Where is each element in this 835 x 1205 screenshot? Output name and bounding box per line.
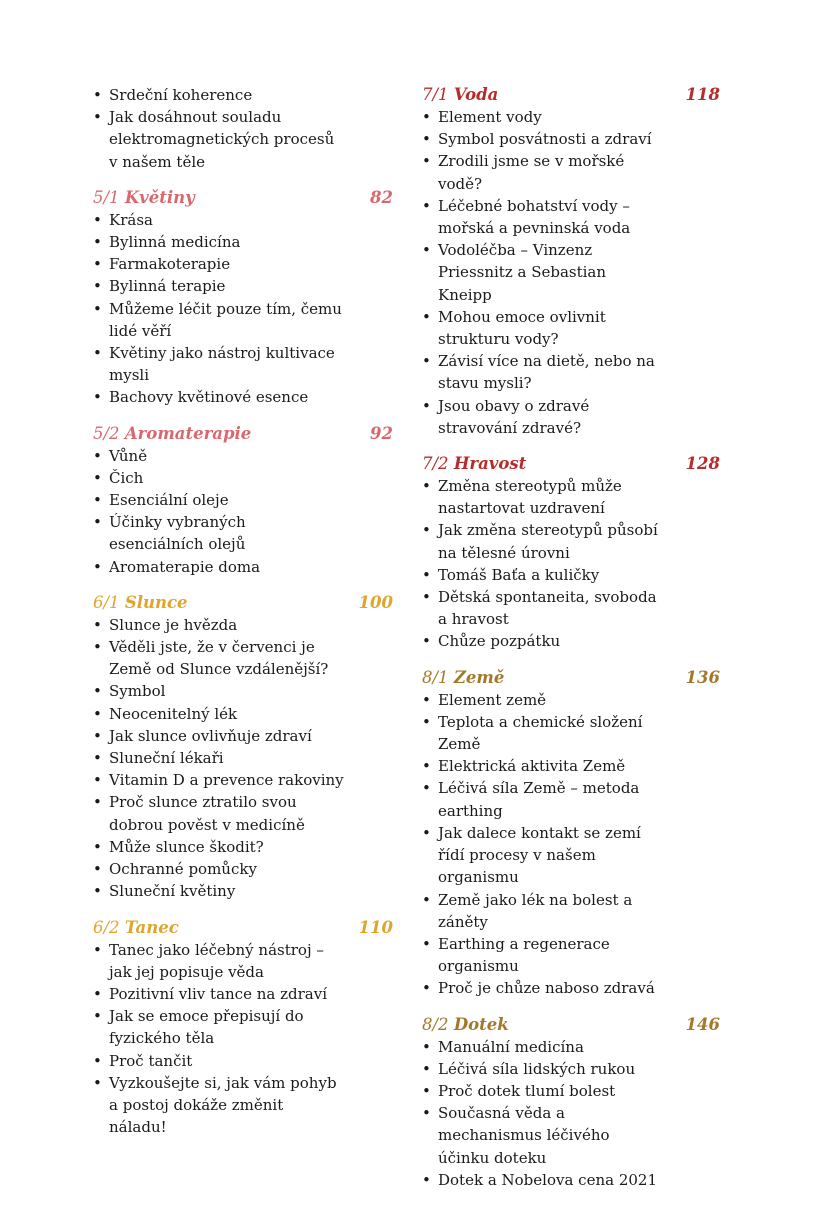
toc-section-5 <box>422 453 720 653</box>
list-item: • Proč tančit <box>93 1050 345 1072</box>
list-item: • Ochranné pomůcky <box>93 858 345 880</box>
list-item: • Sluneční květiny <box>93 880 345 902</box>
list-item: • Sluneční lékaři <box>93 747 345 769</box>
list-item: • Dětská spontaneita, svoboda a hravost <box>422 586 660 630</box>
list-item: • Bylinná medicína <box>93 231 345 253</box>
list-item: • Léčivá síla Země – metoda earthing <box>422 777 660 821</box>
list-item: • Srdeční koherence <box>93 84 393 106</box>
list-item: • Jak dalece kontakt se zemí řídí procesy v našem organismu <box>422 822 660 889</box>
list-item: • Dotek a Nobelova cena 2021 <box>422 1169 660 1191</box>
section-number: 8/2 <box>422 1014 449 1034</box>
list-item: • Krása <box>93 209 345 231</box>
list-item: • Vodoléčba – Vinzenz Priessnitz a Sebastian Kneipp <box>422 239 660 306</box>
list-item: • Můžeme léčit pouze tím, čemu lidé věří <box>93 298 345 342</box>
toc-section-7 <box>422 1014 720 1191</box>
topic-list <box>93 939 393 1139</box>
list-item: • Proč dotek tlumí bolest <box>422 1080 660 1102</box>
list-item: • Čich <box>93 467 345 489</box>
section-number: 7/2 <box>422 454 449 474</box>
list-item: • Bachovy květinové esence <box>93 386 345 408</box>
topic-list <box>422 106 720 439</box>
page-number: 146 <box>685 1014 720 1034</box>
section-name: Voda <box>453 85 499 104</box>
topic-list <box>422 475 720 653</box>
section-heading[interactable] <box>93 187 393 209</box>
section-number: 5/2 <box>93 423 120 443</box>
intro-list <box>93 84 393 173</box>
section-heading[interactable] <box>422 453 720 475</box>
list-item: • Vitamin D a prevence rakoviny <box>93 769 345 791</box>
section-name: Tanec <box>124 917 179 937</box>
list-item: • Aromaterapie doma <box>93 556 345 578</box>
section-number: 8/1 <box>422 667 449 687</box>
list-item: • Slunce je hvězda <box>93 614 345 636</box>
list-item: • Element země <box>422 689 660 711</box>
section-heading[interactable] <box>93 423 393 445</box>
toc-section-2 <box>93 592 393 903</box>
section-heading[interactable] <box>93 592 393 614</box>
list-item: • Proč je chůze naboso zdravá <box>422 977 660 999</box>
toc-section-4 <box>422 84 720 439</box>
list-item: • Jsou obavy o zdravé stravování zdravé? <box>422 395 660 439</box>
list-item: • Tanec jako léčebný nástroj – jak jej popisuje věda <box>93 939 345 983</box>
page-number: 136 <box>685 667 720 687</box>
section-name: Slunce <box>124 592 188 612</box>
topic-list <box>93 614 393 903</box>
list-item: • Jak slunce ovlivňuje zdraví <box>93 725 345 747</box>
list-item: • Současná věda a mechanismus léčivého účinku doteku <box>422 1102 660 1169</box>
page-number: 92 <box>370 423 393 443</box>
list-item: • Bylinná terapie <box>93 275 345 297</box>
section-heading[interactable] <box>422 1014 720 1036</box>
section-title <box>93 592 188 614</box>
list-item: • Manuální medicína <box>422 1036 660 1058</box>
topic-list <box>422 1036 720 1191</box>
section-title <box>93 187 195 209</box>
list-item: • Neocenitelný lék <box>93 703 345 725</box>
section-title <box>422 84 498 106</box>
section-name: Aromaterapie <box>124 423 252 443</box>
section-title <box>93 423 251 445</box>
page-number: 118 <box>685 85 720 104</box>
section-number: 7/1 <box>422 85 449 104</box>
list-item: • Mohou emoce ovlivnit strukturu vody? <box>422 306 660 350</box>
page-number: 82 <box>370 187 393 207</box>
section-heading[interactable] <box>422 84 720 106</box>
list-item: • Symbol posvátnosti a zdraví <box>422 128 660 150</box>
list-item: • Závisí více na dietě, nebo na stavu mysli? <box>422 350 660 394</box>
list-item: • Zrodili jsme se v mořské vodě? <box>422 150 660 194</box>
section-name: Květiny <box>124 187 195 207</box>
section-title <box>93 917 179 939</box>
list-item: • Esenciální oleje <box>93 489 345 511</box>
list-item: • Jak se emoce přepisují do fyzického těla <box>93 1005 345 1049</box>
section-title <box>422 453 526 475</box>
list-item: • Jak dosáhnout souladu elektromagnetických procesů v našem těle <box>93 106 339 173</box>
list-item: • Element vody <box>422 106 660 128</box>
toc-section-0 <box>93 187 393 409</box>
list-item: • Vyzkoušejte si, jak vám pohyb a postoj dokáže změnit náladu! <box>93 1072 345 1139</box>
list-item: • Země jako lék na bolest a záněty <box>422 889 660 933</box>
topic-list <box>93 209 393 409</box>
list-item: • Vůně <box>93 445 345 467</box>
section-name: Země <box>453 667 505 687</box>
section-title <box>422 1014 509 1036</box>
list-item: • Chůze pozpátku <box>422 630 660 652</box>
list-item: • Léčebné bohatství vody – mořská a pevninská voda <box>422 195 660 239</box>
section-title <box>422 667 504 689</box>
topic-list <box>93 445 393 578</box>
page-number: 100 <box>358 592 393 612</box>
list-item: • Změna stereotypů může nastartovat uzdravení <box>422 475 660 519</box>
list-item: • Pozitivní vliv tance na zdraví <box>93 983 345 1005</box>
list-item: • Proč slunce ztratilo svou dobrou pověst v medicíně <box>93 791 345 835</box>
toc-section-3 <box>93 917 393 1139</box>
section-name: Dotek <box>453 1014 509 1034</box>
toc-section-6 <box>422 667 720 1000</box>
left-column <box>93 84 393 1152</box>
list-item: • Může slunce škodit? <box>93 836 345 858</box>
list-item: • Symbol <box>93 680 345 702</box>
page-number: 128 <box>685 454 720 474</box>
list-item: • Květiny jako nástroj kultivace mysli <box>93 342 345 386</box>
list-item: • Tomáš Baťa a kuličky <box>422 564 660 586</box>
section-number: 6/1 <box>93 592 120 612</box>
section-name: Hravost <box>453 454 527 474</box>
list-item: • Elektrická aktivita Země <box>422 755 660 777</box>
section-heading[interactable] <box>422 667 720 689</box>
section-heading[interactable] <box>93 917 393 939</box>
toc-section-1 <box>93 423 393 578</box>
list-item: • Léčivá síla lidských rukou <box>422 1058 660 1080</box>
list-item: • Účinky vybraných esenciálních olejů <box>93 511 345 555</box>
list-item: • Jak změna stereotypů působí na tělesné úrovni <box>422 519 660 563</box>
list-item: • Věděli jste, že v červenci je Země od Slunce vzdálenější? <box>93 636 345 680</box>
list-item: • Earthing a regenerace organismu <box>422 933 660 977</box>
list-item: • Farmakoterapie <box>93 253 345 275</box>
section-number: 5/1 <box>93 187 120 207</box>
page-number: 110 <box>358 917 393 937</box>
right-column <box>422 84 720 1205</box>
intro-section <box>93 84 393 173</box>
topic-list <box>422 689 720 1000</box>
list-item: • Teplota a chemické složení Země <box>422 711 660 755</box>
section-number: 6/2 <box>93 917 120 937</box>
